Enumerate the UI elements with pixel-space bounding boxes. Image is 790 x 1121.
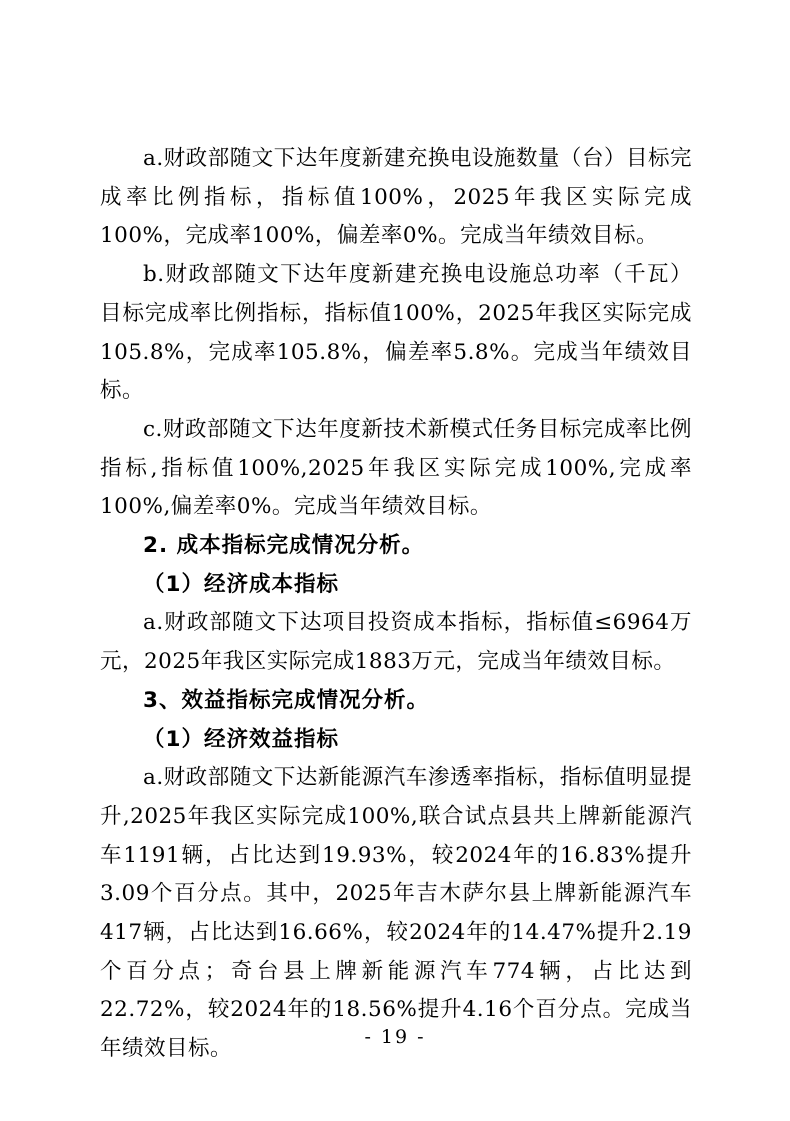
section-heading-benefit: 3、效益指标完成情况分析。: [143, 687, 429, 713]
document-body: [100, 140, 692, 1069]
section-heading-cost: 2. 成本指标完成情况分析。: [143, 533, 425, 559]
paragraph-benefit-indicator: a.财政部随文下达新能源汽车渗透率指标，指标值明显提升,2025年我区实际完成100%,联合试点县共上牌新能源汽车1191辆，占比达到19.93%，较2024年的16.83%提升3.09个百分点。其中，2025年吉木萨尔县上牌新能源汽车417辆，占比达到16.66%，较2024年的14.47%提升2.19个百分点；奇台县上牌新能源汽车774辆，占比达到22.72%，较2024年的18.56%提升4.16个百分点。完成当年绩效目标。: [100, 765, 692, 1062]
page-number: - 19 -: [364, 1026, 426, 1048]
paragraph-indicator-c: c.财政部随文下达年度新技术新模式任务目标完成率比例指标,指标值100%,2025年我区实际完成100%,完成率100%,偏差率0%。完成当年绩效目标。: [100, 416, 692, 520]
subheading-economic-benefit: （1）经济效益指标: [143, 726, 339, 752]
paragraph-indicator-b: b.财政部随文下达年度新建充换电设施总功率（千瓦）目标完成率比例指标，指标值100%，2025年我区实际完成105.8%，完成率105.8%，偏差率5.8%。完成当年绩效目标。: [100, 262, 692, 404]
paragraph-indicator-a: a.财政部随文下达年度新建充换电设施数量（台）目标完成率比例指标，指标值100%，2025年我区实际完成100%，完成率100%，偏差率0%。完成当年绩效目标。: [100, 146, 692, 249]
paragraph-cost-indicator: a.财政部随文下达项目投资成本指标，指标值≤6964万元，2025年我区实际完成1883万元，完成当年绩效目标。: [100, 610, 692, 675]
subheading-economic-cost: （1）经济成本指标: [143, 571, 339, 597]
